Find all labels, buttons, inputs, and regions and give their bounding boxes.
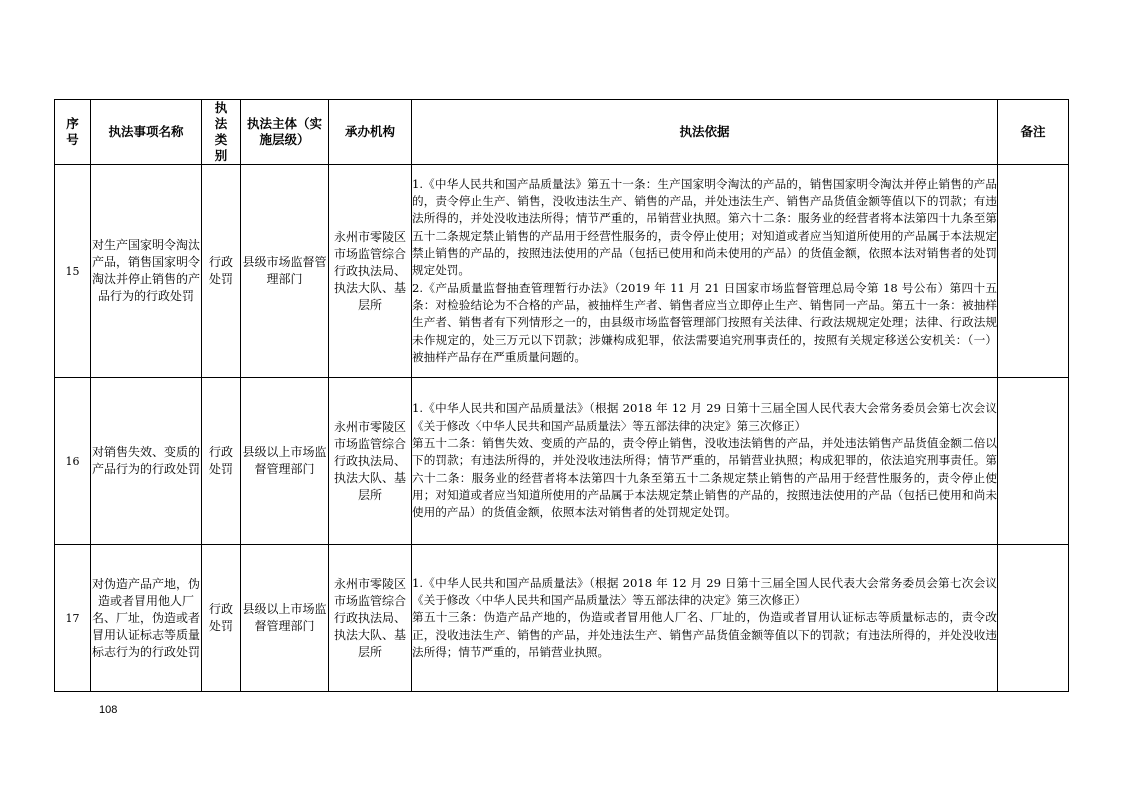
header-org: 承办机构: [329, 100, 412, 165]
basis-paragraph: 1.《中华人民共和国产品质量法》第五十一条：生产国家明令淘汰的产品的，销售国家明令淘汰并停止销售的产品的，责令停止生产、销售，没收违法生产、销售的产品，并处违法生产、销售产品货值金额等值以下的罚款；有违法所得的，并处没收违法所得；情节严重的，吊销营业执照。第六十二条：服务业的经营者将本法第四十九条至第五十二条规定禁止销售的产品用于经营性服务的，责令停止使用；对知道或者应当知道所使用的产品属于本法规定禁止销售的产品的，按照违法使用的产品（包括已使用和尚未使用的产品）的货值金额，依照本法对销售者的处罚规定处罚。: [412, 176, 997, 278]
table-row: [55, 378, 1069, 545]
row-basis: [412, 545, 998, 692]
table-row: [55, 545, 1069, 692]
row-item-name: 对伪造产品产地，伪造或者冒用他人厂名、厂址，伪造或者冒用认证标志等质量标志行为的行政处罚: [91, 545, 202, 692]
basis-paragraph: 2.《产品质量监督抽查管理暂行办法》（2019 年 11 月 21 日国家市场监督管理总局令第 18 号公布）第四十五条：对检验结论为不合格的产品，被抽样生产者、销售者应当立即停止生产、销售同一产品。第五十一条：被抽样生产者、销售者有下列情形之一的，由县级市场监督管理部门按照有关法律、行政法规规定处理；法律、行政法规未作规定的，处三万元以下罚款；涉嫌构成犯罪，依法需要追究刑事责任的，按照有关规定移送公安机关：（一）被抽样产品存在严重质量问题的。: [412, 280, 997, 364]
header-item: 执法事项名称: [91, 100, 202, 165]
row-no: 15: [55, 165, 91, 378]
row-org: 永州市零陵区市场监管综合行政执法局、执法大队、基层所: [329, 378, 412, 545]
header-category: 执法类别: [202, 100, 241, 165]
row-category: 行政处罚: [202, 545, 241, 692]
basis-paragraph: 1.《中华人民共和国产品质量法》（根据 2018 年 12 月 29 日第十三届全国人民代表大会常务委员会第七次会议《关于修改〈中华人民共和国产品质量法〉等五部法律的决定》第三次修正）: [412, 401, 997, 433]
row-category: 行政处罚: [202, 378, 241, 545]
row-no: 16: [55, 378, 91, 545]
row-remark: [998, 545, 1069, 692]
basis-paragraph: 1.《中华人民共和国产品质量法》（根据 2018 年 12 月 29 日第十三届全国人民代表大会常务委员会第七次会议《关于修改〈中华人民共和国产品质量法〉等五部法律的决定》第三次修正）: [412, 575, 997, 608]
row-org: 永州市零陵区市场监管综合行政执法局、执法大队、基层所: [329, 165, 412, 378]
header-basis: 执法依据: [412, 100, 998, 165]
row-org: 永州市零陵区市场监管综合行政执法局、执法大队、基层所: [329, 545, 412, 692]
row-subject: 县级市场监督管理部门: [241, 165, 329, 378]
row-remark: [998, 378, 1069, 545]
row-item-name: 对销售失效、变质的产品行为的行政处罚: [91, 378, 202, 545]
basis-paragraph: 第五十二条：销售失效、变质的产品的，责令停止销售，没收违法销售的产品，并处违法销售产品货值金额二倍以下的罚款；有违法所得的，并处没收违法所得；情节严重的，吊销营业执照；构成犯罪的，依法追究刑事责任。第六十二条：服务业的经营者将本法第四十九条至第五十二条规定禁止销售的产品用于经营性服务的，责令停止使用；对知道或者应当知道所使用的产品属于本法规定禁止销售的产品的，按照违法使用的产品（包括已使用和尚未使用的产品）的货值金额，依照本法对销售者的处罚规定处罚。: [412, 436, 997, 520]
row-subject: 县级以上市场监督管理部门: [241, 545, 329, 692]
table-row: [55, 165, 1069, 378]
row-remark: [998, 165, 1069, 378]
page-number: 108: [99, 704, 118, 716]
header-row: [55, 100, 1069, 165]
row-subject: 县级以上市场监督管理部门: [241, 378, 329, 545]
enforcement-table: [54, 99, 1069, 692]
row-no: 17: [55, 545, 91, 692]
row-item-name: 对生产国家明令淘汰产品，销售国家明令淘汰并停止销售的产品行为的行政处罚: [91, 165, 202, 378]
header-remark: 备注: [998, 100, 1069, 165]
row-basis: [412, 378, 998, 545]
header-no: 序号: [55, 100, 91, 165]
header-subject: 执法主体（实施层级）: [241, 100, 329, 165]
basis-paragraph: 第五十三条：伪造产品产地的，伪造或者冒用他人厂名、厂址的，伪造或者冒用认证标志等质量标志的，责令改正，没收违法生产、销售的产品，并处违法生产、销售产品货值金额等值以下的罚款；有违法所得的，并处没收违法所得；情节严重的，吊销营业执照。: [412, 610, 997, 659]
row-basis: [412, 165, 998, 378]
row-category: 行政处罚: [202, 165, 241, 378]
